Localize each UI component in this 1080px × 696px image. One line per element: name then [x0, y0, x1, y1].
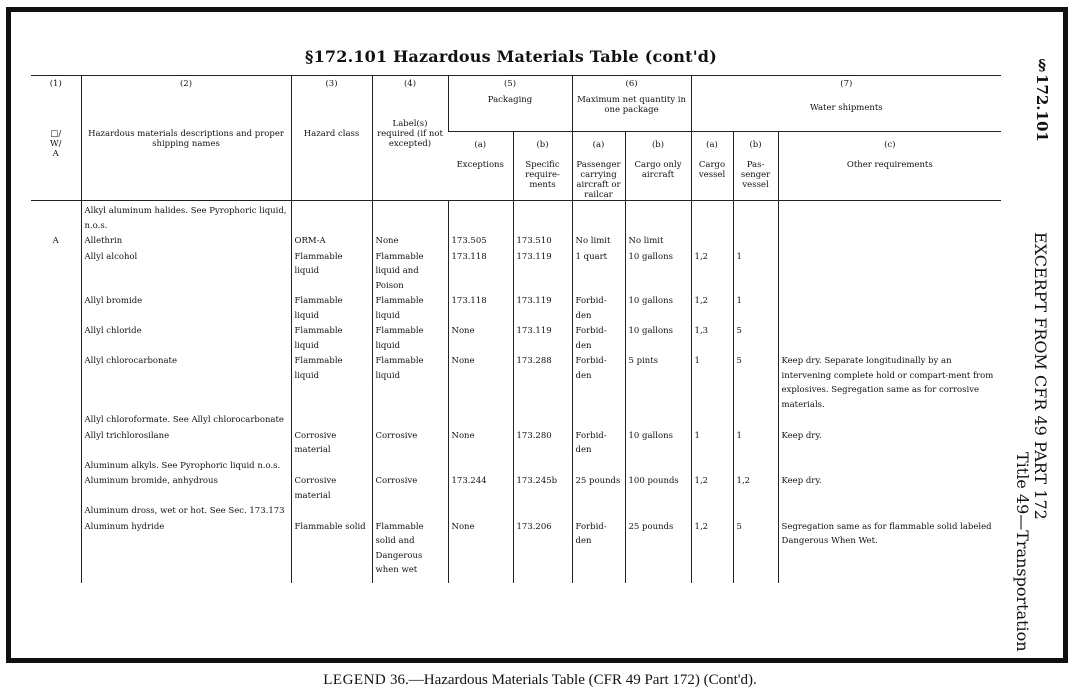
figure-caption — [0, 672, 1080, 689]
passenger-vessel-cell — [733, 201, 778, 234]
exceptions-cell: 173.118 — [448, 249, 513, 294]
other-req-cell — [778, 293, 1001, 323]
specific-req-cell: 173.280 — [513, 428, 572, 458]
col-7-number: (7) — [691, 76, 1001, 96]
page-frame — [6, 7, 1068, 663]
description-cell: Allyl alcohol — [81, 249, 291, 294]
side-section-number: §172.101 — [1033, 56, 1051, 142]
spacer-row — [31, 578, 1001, 583]
table-row — [31, 323, 1001, 353]
symbol-cell — [31, 323, 81, 353]
passenger-qty-cell: Forbid-den — [572, 519, 625, 578]
label-cell: Flammable liquid — [372, 293, 448, 323]
exceptions-cell: None — [448, 519, 513, 578]
passenger-aircraft-header: (a) Passenger carrying aircraft or railcar — [572, 132, 625, 201]
table-row — [31, 473, 1001, 503]
passenger-qty-cell: 1 quart — [572, 249, 625, 294]
cargo-qty-cell — [625, 458, 691, 474]
cargo-qty-cell: No limit — [625, 233, 691, 249]
symbol-header — [31, 95, 81, 201]
description-cell: Allyl chlorocarbonate — [81, 353, 291, 412]
passenger-vessel-header: (b) Pas-senger vessel — [733, 132, 778, 201]
table-row — [31, 458, 1001, 474]
col-6-number: (6) — [572, 76, 691, 96]
hazard-class-header: Hazard class — [291, 95, 372, 201]
other-requirements-header: (c) Other requirements — [778, 132, 1001, 201]
label-cell: Corrosive — [372, 473, 448, 503]
label-cell: Corrosive — [372, 428, 448, 458]
passenger-vessel-cell: 1 — [733, 249, 778, 294]
symbol-cell — [31, 473, 81, 503]
hazard-class-cell: Corrosive material — [291, 473, 372, 503]
cargo-aircraft-header: (b) Cargo only aircraft — [625, 132, 691, 201]
labels-header: Label(s) required (if not excepted) — [372, 95, 448, 201]
cargo-vessel-header: (a) Cargo vessel — [691, 132, 733, 201]
table-row — [31, 412, 1001, 428]
other-req-cell — [778, 503, 1001, 519]
cargo-qty-cell: 5 pints — [625, 353, 691, 412]
passenger-vessel-cell: 1 — [733, 293, 778, 323]
cargo-vessel-cell: 1 — [691, 428, 733, 458]
symbol-box: □/ — [50, 129, 62, 139]
hazard-class-cell: Corrosive material — [291, 428, 372, 458]
passenger-qty-cell — [572, 503, 625, 519]
water-shipments-header: Water shipments — [691, 95, 1001, 132]
other-req-cell — [778, 412, 1001, 428]
symbol-cell — [31, 458, 81, 474]
table-row — [31, 201, 1001, 234]
page-title: §172.101 Hazardous Materials Table (cont'd) — [305, 47, 717, 66]
table-row — [31, 503, 1001, 519]
cargo-vessel-cell: 1,2 — [691, 473, 733, 503]
cargo-qty-cell: 100 pounds — [625, 473, 691, 503]
cargo-qty-cell: 10 gallons — [625, 428, 691, 458]
passenger-vessel-cell — [733, 233, 778, 249]
cargo-vessel-cell — [691, 412, 733, 428]
label-cell: Flammable liquid — [372, 323, 448, 353]
passenger-vessel-cell: 5 — [733, 353, 778, 412]
label-cell — [372, 412, 448, 428]
other-req-cell — [778, 233, 1001, 249]
caption-legend: LEGEND — [323, 672, 387, 688]
passenger-qty-cell — [572, 458, 625, 474]
caption-text: 36.—Hazardous Materials Table (CFR 49 Part 172) (Cont'd). — [386, 672, 757, 688]
exceptions-cell — [448, 201, 513, 234]
specific-req-cell — [513, 201, 572, 234]
cargo-qty-cell: 25 pounds — [625, 519, 691, 578]
hazard-class-cell — [291, 201, 372, 234]
hazard-class-cell: Flammable liquid — [291, 293, 372, 323]
description-cell: Aluminum dross, wet or hot. See Sec. 173.173 — [81, 503, 291, 519]
specific-requirements-header: (b) Specific require-ments — [513, 132, 572, 201]
table-row — [31, 293, 1001, 323]
col-2-number: (2) — [81, 76, 291, 96]
symbol-cell — [31, 503, 81, 519]
symbol-cell — [31, 201, 81, 234]
passenger-qty-cell — [572, 201, 625, 234]
other-req-cell — [778, 201, 1001, 234]
symbol-cell — [31, 412, 81, 428]
description-cell: Aluminum bromide, anhydrous — [81, 473, 291, 503]
other-req-cell — [778, 458, 1001, 474]
other-req-cell — [778, 249, 1001, 294]
exceptions-cell: None — [448, 353, 513, 412]
specific-req-cell: 173.119 — [513, 323, 572, 353]
table-row — [31, 233, 1001, 249]
cargo-vessel-cell: 1,2 — [691, 519, 733, 578]
cargo-qty-cell — [625, 412, 691, 428]
exceptions-cell: 173.118 — [448, 293, 513, 323]
hazard-class-cell — [291, 458, 372, 474]
label-cell — [372, 201, 448, 234]
table-row — [31, 519, 1001, 578]
description-cell: Alkyl aluminum halides. See Pyrophoric liquid, n.o.s. — [81, 201, 291, 234]
label-cell: None — [372, 233, 448, 249]
col-5-number: (5) — [448, 76, 572, 96]
specific-req-cell: 173.206 — [513, 519, 572, 578]
table-row — [31, 353, 1001, 412]
exceptions-header: (a) Exceptions — [448, 132, 513, 201]
passenger-qty-cell: Forbid-den — [572, 323, 625, 353]
table-row — [31, 428, 1001, 458]
specific-req-cell — [513, 412, 572, 428]
exceptions-cell: 173.244 — [448, 473, 513, 503]
side-margin — [1011, 52, 1071, 662]
exceptions-cell — [448, 458, 513, 474]
exceptions-cell — [448, 503, 513, 519]
specific-req-cell — [513, 503, 572, 519]
specific-req-cell: 173.510 — [513, 233, 572, 249]
specific-req-cell: 173.119 — [513, 293, 572, 323]
symbol-cell: A — [52, 236, 59, 246]
exceptions-cell: None — [448, 323, 513, 353]
symbol-cell — [31, 249, 81, 294]
side-excerpt-title: EXCERPT FROM CFR 49 PART 172 — [1031, 232, 1050, 520]
hazard-class-cell — [291, 503, 372, 519]
description-header: Hazardous materials descriptions and proper shipping names — [81, 95, 291, 201]
passenger-qty-cell — [572, 412, 625, 428]
passenger-vessel-cell — [733, 503, 778, 519]
max-quantity-header: Maximum net quantity in one package — [572, 95, 691, 132]
symbol-cell — [31, 519, 81, 578]
passenger-qty-cell: 25 pounds — [572, 473, 625, 503]
cargo-vessel-cell — [691, 503, 733, 519]
label-cell — [372, 458, 448, 474]
hazard-class-cell: ORM-A — [291, 233, 372, 249]
table-row — [31, 249, 1001, 294]
passenger-qty-cell: No limit — [572, 233, 625, 249]
cargo-qty-cell — [625, 201, 691, 234]
cargo-vessel-cell — [691, 233, 733, 249]
hazard-class-cell — [291, 412, 372, 428]
hazmat-table — [31, 75, 1001, 583]
hazard-class-cell: Flammable liquid — [291, 249, 372, 294]
cargo-qty-cell: 10 gallons — [625, 249, 691, 294]
cargo-qty-cell — [625, 503, 691, 519]
passenger-vessel-cell: 5 — [733, 323, 778, 353]
cargo-vessel-cell: 1,2 — [691, 293, 733, 323]
other-req-cell: Segregation same as for flammable solid labeled Dangerous When Wet. — [778, 519, 1001, 578]
label-cell: Flammable liquid and Poison — [372, 249, 448, 294]
cargo-vessel-cell: 1 — [691, 353, 733, 412]
specific-req-cell: 173.245b — [513, 473, 572, 503]
hazard-class-cell: Flammable liquid — [291, 353, 372, 412]
symbol-cell — [31, 293, 81, 323]
passenger-qty-cell: Forbid-den — [572, 353, 625, 412]
col-1-number: (1) — [31, 76, 81, 96]
symbol-w: W/ — [49, 139, 62, 149]
description-cell: Allyl bromide — [81, 293, 291, 323]
specific-req-cell — [513, 458, 572, 474]
hazmat-table-wrapper — [31, 75, 1001, 583]
col-3-number: (3) — [291, 76, 372, 96]
passenger-vessel-cell: 5 — [733, 519, 778, 578]
hazard-class-cell: Flammable liquid — [291, 323, 372, 353]
description-cell: Allyl chloroformate. See Allyl chlorocarbonate — [81, 412, 291, 428]
other-req-cell: Keep dry. Separate longitudinally by an intervening complete hold or compart-ment from explosives. Segregation same as for corrosive materials. — [778, 353, 1001, 412]
specific-req-cell: 173.119 — [513, 249, 572, 294]
description-cell: Allethrin — [81, 233, 291, 249]
description-cell: Aluminum alkyls. See Pyrophoric liquid n.o.s. — [81, 458, 291, 474]
other-req-cell: Keep dry. — [778, 428, 1001, 458]
hazard-class-cell: Flammable solid — [291, 519, 372, 578]
packaging-header: Packaging — [448, 95, 572, 132]
side-title-49: Title 49—Transportation — [1013, 452, 1032, 652]
cargo-qty-cell: 10 gallons — [625, 293, 691, 323]
passenger-qty-cell: Forbid-den — [572, 293, 625, 323]
description-cell: Allyl trichlorosilane — [81, 428, 291, 458]
label-cell — [372, 503, 448, 519]
cargo-qty-cell: 10 gallons — [625, 323, 691, 353]
description-cell: Aluminum hydride — [81, 519, 291, 578]
passenger-vessel-cell — [733, 458, 778, 474]
other-req-cell — [778, 323, 1001, 353]
col-4-number: (4) — [372, 76, 448, 96]
passenger-vessel-cell — [733, 412, 778, 428]
passenger-vessel-cell: 1 — [733, 428, 778, 458]
label-cell: Flammable liquid — [372, 353, 448, 412]
exceptions-cell — [448, 412, 513, 428]
passenger-qty-cell: Forbid-den — [572, 428, 625, 458]
table-body — [31, 201, 1001, 583]
description-cell: Allyl chloride — [81, 323, 291, 353]
cargo-vessel-cell: 1,3 — [691, 323, 733, 353]
cargo-vessel-cell — [691, 458, 733, 474]
passenger-vessel-cell: 1,2 — [733, 473, 778, 503]
specific-req-cell: 173.288 — [513, 353, 572, 412]
symbol-cell — [31, 428, 81, 458]
symbol-cell — [31, 353, 81, 412]
other-req-cell: Keep dry. — [778, 473, 1001, 503]
cargo-vessel-cell: 1,2 — [691, 249, 733, 294]
exceptions-cell: 173.505 — [448, 233, 513, 249]
exceptions-cell: None — [448, 428, 513, 458]
label-cell: Flammable solid and Dangerous when wet — [372, 519, 448, 578]
cargo-vessel-cell — [691, 201, 733, 234]
symbol-a: A — [52, 149, 59, 159]
